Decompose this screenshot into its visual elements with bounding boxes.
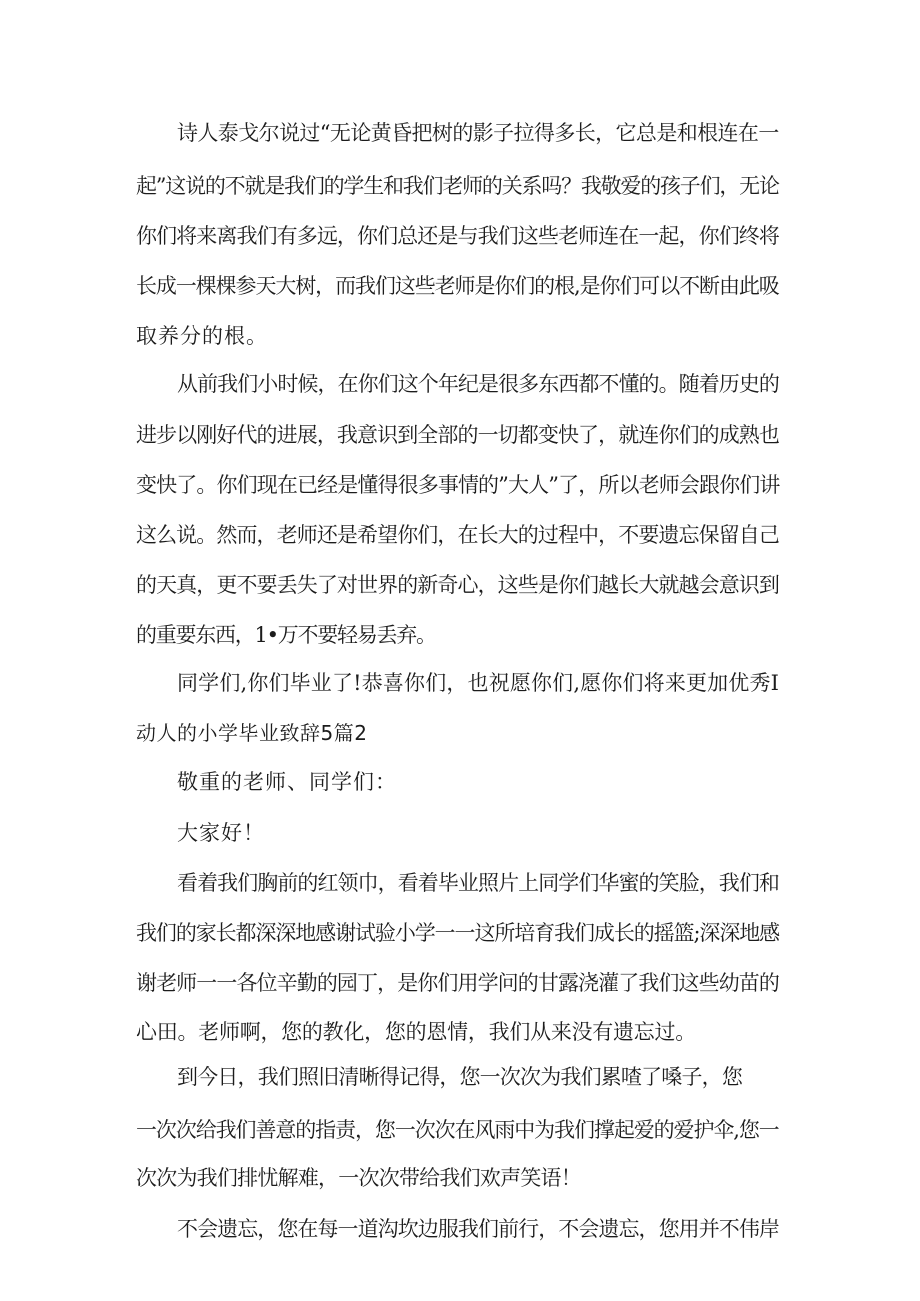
paragraph-5-line-2: 一次次给我们善意的指责，您一次次在风雨中为我们撑起爱的爱护伞,您一 (136, 1118, 779, 1142)
paragraph-2-line-6: 的重要东西，1•万不要轻易丢弃。 (136, 623, 436, 647)
paragraph-1-line-1: 诗人泰戈尔说过“无论黄昏把树的影子拉得多长，它总是和根连在一 (177, 121, 779, 145)
paragraph-6-line-1: 不会遗忘，您在每一道沟坎边服我们前行，不会遗忘，您用并不伟岸 (177, 1217, 779, 1241)
paragraph-4-line-3: 谢老师一一各位辛勤的园丁，是你们用学问的甘露浇灌了我们这些幼苗的 (136, 971, 779, 995)
paragraph-3-line-1: 同学们,你们毕业了!恭喜你们，也祝愿你们,愿你们将来更加优秀I (177, 671, 780, 695)
paragraph-4-line-2: 我们的家长都深深地感谢试验小学一一这所培育我们成长的摇篮;深深地感 (136, 921, 780, 945)
paragraph-1-line-4: 长成一棵棵参天大树，而我们这些老师是你们的根,是你们可以不断由此吸 (136, 274, 779, 298)
paragraph-1-line-3: 你们将来离我们有多远，你们总还是与我们这些老师连在一起，你们终将 (136, 224, 779, 248)
paragraph-2-line-1: 从前我们小时候，在你们这个年纪是很多东西都不懂的。随着历史的 (177, 372, 779, 396)
paragraph-5-line-3: 次次为我们排忧解难，一次次带给我们欢声笑语！ (136, 1166, 581, 1190)
paragraph-2-line-4: 这么说。然而，老师还是希望你们，在长大的过程中，不要遗忘保留自己 (136, 523, 779, 547)
greeting: 大家好！ (177, 821, 265, 845)
paragraph-4-line-4: 心田。老师啊，您的教化，您的恩情，我们从来没有遗忘过。 (136, 1020, 696, 1044)
section-title: 动人的小学毕业致辞5篇2 (136, 721, 368, 745)
salutation: 敬重的老师、同学们： (177, 770, 397, 794)
paragraph-1-line-5: 取养分的根。 (136, 324, 268, 348)
paragraph-2-line-5: 的天真，更不要丢失了对世界的新奇心，这些是你们越长大就越会意识到 (136, 573, 779, 597)
paragraph-4-line-1: 看着我们胸前的红领巾，看着毕业照片上同学们华蜜的笑脸，我们和 (177, 871, 779, 895)
paragraph-2-line-2: 进步以刚好代的进展，我意识到全部的一切都变快了，就连你们的成熟也 (136, 423, 779, 447)
paragraph-2-line-3: 变快了。你们现在已经是懂得很多事情的”大人”了，所以老师会跟你们讲 (136, 473, 780, 497)
paragraph-1-line-2: 起”这说的不就是我们的学生和我们老师的关系吗？我敬爱的孩子们，无论 (136, 174, 779, 198)
paragraph-5-line-1: 到今日，我们照旧清晰得记得，您一次次为我们累喳了嗓子，您 (177, 1065, 742, 1089)
